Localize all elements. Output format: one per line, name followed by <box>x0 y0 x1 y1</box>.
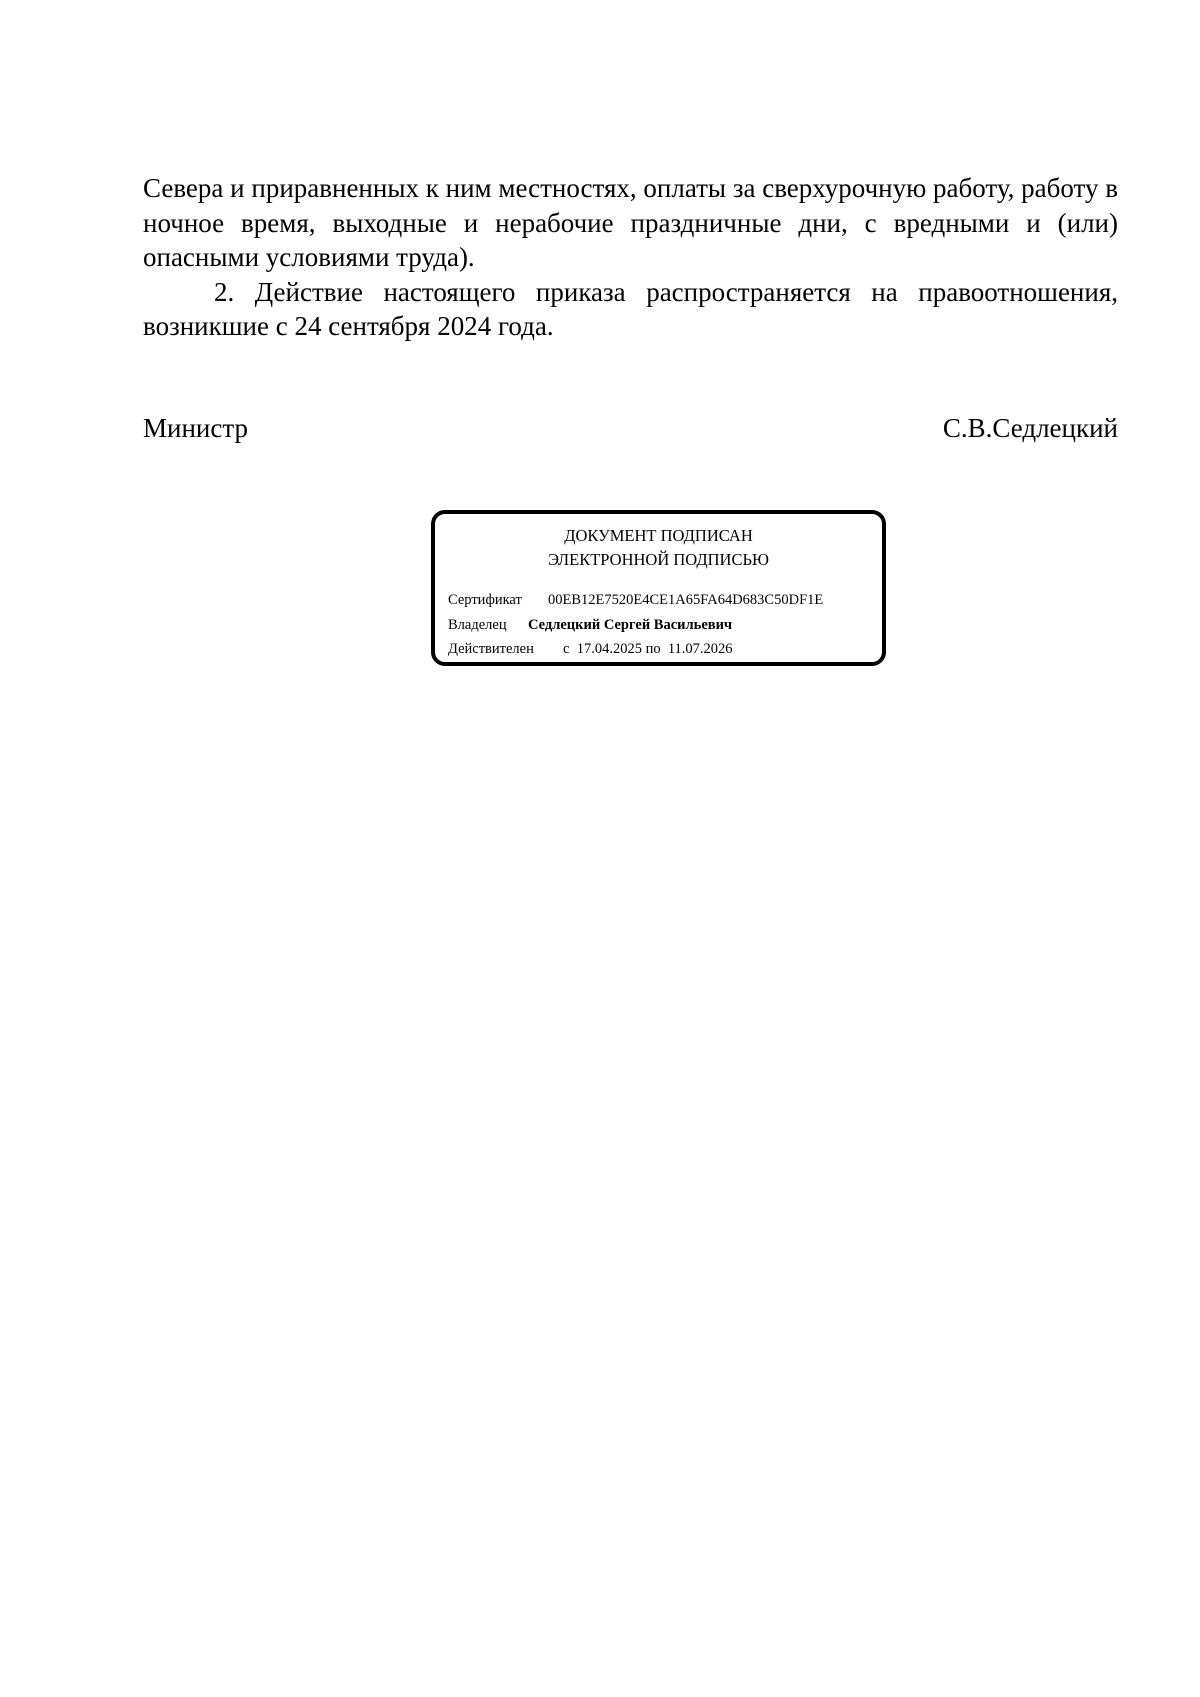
signatory-name: С.В.Седлецкий <box>942 413 1118 443</box>
valid-to-prefix: по <box>645 641 661 657</box>
paragraph-item-2: 2. Действие настоящего приказа распространяется на правоотношения, возникшие с 24 сентября 2024 года. <box>143 276 1118 341</box>
stamp-title-line-1: ДОКУМЕНТ ПОДПИСАН <box>564 526 753 545</box>
owner-label: Владелец <box>448 617 507 633</box>
valid-from-prefix: с <box>563 641 570 657</box>
certificate-value: 00EB12E7520E4CE1A65FA64D683C50DF1E <box>548 592 824 608</box>
stamp-title <box>435 524 882 572</box>
document-body <box>143 171 1118 344</box>
validity-label: Действителен <box>448 641 534 657</box>
valid-to-date: 11.07.2026 <box>667 641 733 657</box>
stamp-owner-row <box>448 615 732 635</box>
owner-value: Седлецкий Сергей Васильевич <box>528 617 733 633</box>
certificate-label: Сертификат <box>448 592 522 608</box>
stamp-certificate-row <box>448 590 823 610</box>
electronic-signature-stamp <box>431 510 886 666</box>
stamp-title-line-2: ЭЛЕКТРОННОЙ ПОДПИСЬЮ <box>548 550 769 569</box>
stamp-validity-row <box>448 639 733 659</box>
signature-block <box>143 411 1118 445</box>
signatory-position: Министр <box>143 413 248 443</box>
valid-from-date: 17.04.2025 <box>576 641 642 657</box>
paragraph-continuation: Севера и приравненных к ним местностях, оплаты за сверхурочную работу, работу в ночное время, выходные и нерабочие праздничные дни, с вредными и (или) опасными условиями труда). <box>143 173 1118 272</box>
